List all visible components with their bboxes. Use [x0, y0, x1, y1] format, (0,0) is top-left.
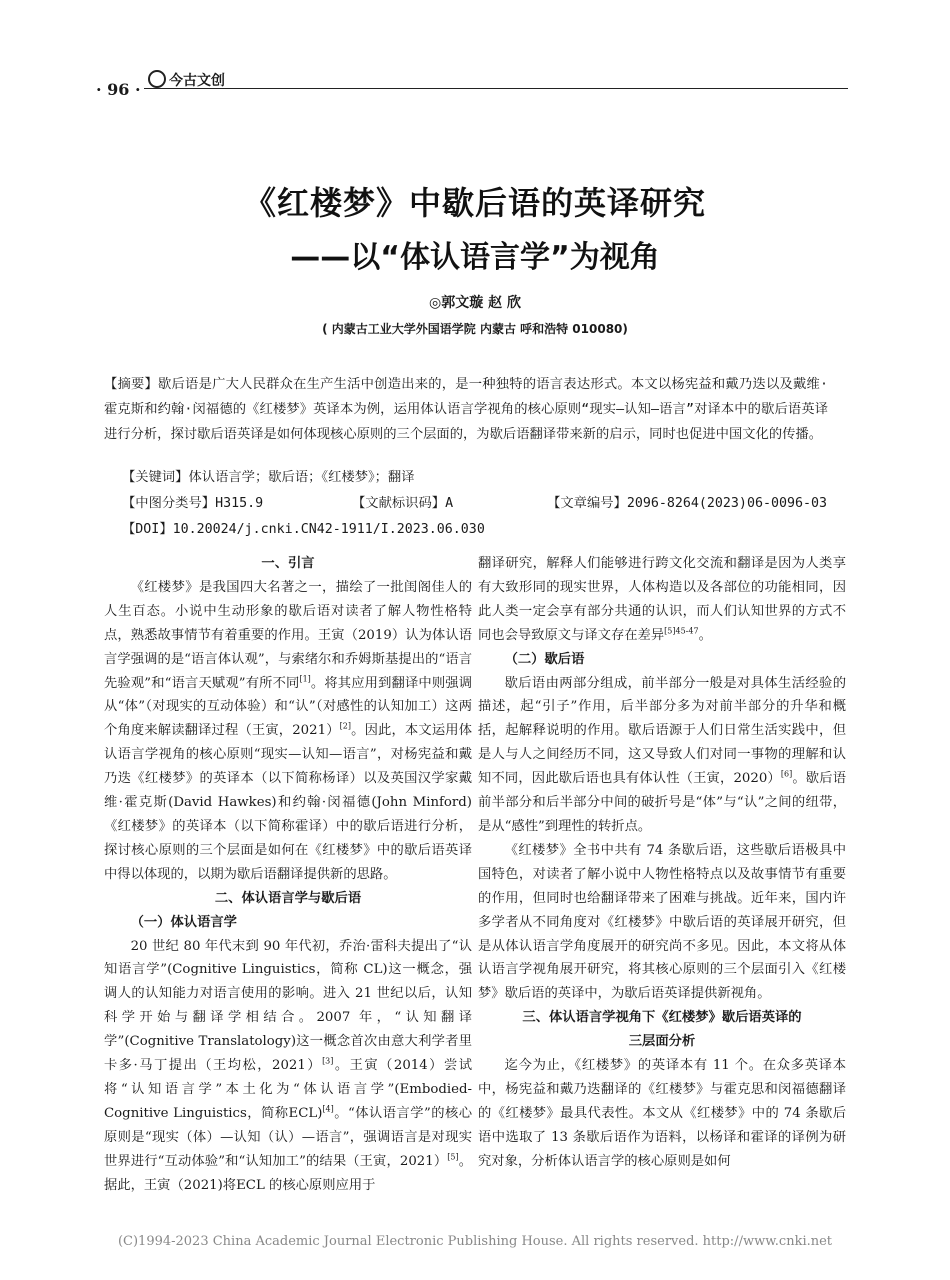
keywords: 【关键词】体认语言学；歇后语；《红楼梦》；翻译 [122, 470, 415, 485]
page-header [88, 73, 848, 100]
citation: [5]45-47 [664, 626, 699, 636]
right-column [478, 552, 846, 1174]
citation: [2] [339, 721, 351, 731]
journal-logo-icon [148, 70, 166, 88]
citation: [3] [322, 1056, 334, 1066]
section-heading-analysis: 三、体认语言学视角下《红楼梦》歇后语英译的 [522, 1010, 802, 1026]
citation: [1] [299, 674, 311, 684]
abstract: 【摘要】歇后语是广大人民群众在生产生活中创造出来的，是一种独特的语言表达形式。本文以杨宪益和戴乃迭以及戴维·霍克斯和约翰·闵福德的《红楼梦》英译本为例，运用体认语言学视角的核心原则“现实—认知—语言”对译本中的歇后语英译进行分析，探讨歇后语英译是如何体现核心原则的三个层面的，为歇后语翻译带来新的启示，同时也促进中国文化的传播。 [104, 377, 828, 442]
subsection-heading: （二）歇后语 [504, 651, 585, 667]
journal-name [148, 70, 225, 90]
citation: [4] [322, 1104, 334, 1114]
clc-number: 【中图分类号】H315.9 [122, 496, 264, 511]
paragraph: 迄今为止，《红楼梦》的英译本有 11 个。在众多英译本中，杨宪益和戴乃迭翻译的《红楼梦》与霍克思和闵福德翻译的《红楼梦》最具代表性。本文从《红楼梦》中的 74 条歇后语中选取了 13 条歇后语作为语料，以杨译和霍译的译例为研究对象，分析体认语言学的核心原则是如何 [478, 1058, 846, 1169]
section-heading-intro: 一、引言 [261, 556, 315, 571]
document-code: 【文献标识码】A [352, 496, 454, 511]
section-heading-analysis-cont: 三层面分析 [628, 1034, 696, 1050]
paragraph: 歇后语由两部分组成，前半部分一般是对具体生活经验的描述，起“引子”作用，后半部分多为对前半部分的升华和概括，起解释说明的作用。歇后语源于人们日常生活实践中，但是人与人之间经历不同，这又导致人们对同一事物的理解和认知不同，因此歇后语也具有体认性（王寅，2020）[6]。歇后语前半部分和后半部分中间的破折号是“体”与“认”之间的纽带，是从“感性”到理性的转折点。 [478, 675, 846, 834]
paragraph: 20 世纪 80 年代末到 90 年代初，乔治·雷科夫提出了“认知语言学”(Cognitive Linguistics，简称 CL)这一概念，强调人的认知能力对语言使用的影响。进入 21 世纪以后，认知科学开始与翻译学相结合。2007 年，“认知翻译学”(Cognitive Translatology)这一概念首次由意大利学者里卡多·马丁提出（王均松，2021）[3]。王寅（2014）尝试将“认知语言学”本土化为“体认语言学”(Embodied-Cognitive Linguistics，简称ECL)[4]。“体认语言学”的核心原则是“现实（体）—认知（认）—语言”，强调语言是对现实世界进行“互动体验”和“认知加工”的结果（王寅，2021）[5]。据此，王寅（2021)将ECL 的核心原则应用于 [104, 938, 473, 1193]
paragraph: 翻译研究，解释人们能够进行跨文化交流和翻译是因为人类享有大致形同的现实世界，人体构造以及各部位的功能相同，因此人类一定会享有部分共通的认识，而人们认知世界的方式不同也会导致原文与译文存在差异$^{[5]45-47}$。 [478, 556, 846, 643]
article-title: 《红楼梦》中歇后语的英译研究 [243, 184, 706, 222]
affiliation: ( 内蒙古工业大学外国语学院 内蒙古 呼和浩特 010080) [322, 322, 628, 336]
left-column [104, 552, 472, 1197]
citation: [5] [447, 1152, 459, 1162]
paragraph: 《红楼梦》是我国四大名著之一，描绘了一批闺阁佳人的人生百态。小说中生动形象的歇后语对读者了解人物性格特点，熟悉故事情节有着重要的作用。王寅（2019）认为体认语言学强调的是“语言体认观”，与索绪尔和乔姆斯基提出的“语言先验观”和“语言天赋观”有所不同[1]。将其应用到翻译中则强调从“体”（对现实的互动体验）和“认”（对感性的认知加工）这两个角度来解读翻译过程（王寅，2021）[2]。因此，本文运用体认语言学视角的核心原则“现实—认知—语言”，对杨宪益和戴乃迭《红楼梦》的英译本（以下简称杨译）以及英国汉学家戴维·霍克斯(David Hawkes)和约翰·闵福德(John Minford)《红楼梦》的英译本（以下简称霍译）中的歇后语进行分析，探讨核心原则的三个层面是如何在《红楼梦》中的歇后语英译中得以体现的，以期为歇后语翻译提供新的思路。 [104, 579, 472, 882]
copyright-footer: (C)1994-2023 China Academic Journal Electronic Publishing House. All rights reserved. http://www.cnki.net [117, 1234, 833, 1249]
header-rule [144, 88, 848, 89]
article-number: 【文章编号】2096-8264(2023)06-0096-03 [547, 496, 827, 511]
citation: [6] [780, 769, 793, 779]
authors: ◎郭文璇 赵 欣 [429, 295, 521, 311]
section-heading-ecl: 二、体认语言学与歇后语 [214, 890, 362, 906]
article-subtitle: ——以“体认语言学”为视角 [290, 240, 660, 275]
page-number: · 96 · [96, 80, 141, 99]
paragraph: 《红楼梦》全书中共有 74 条歇后语，这些歇后语极具中国特色，对读者了解小说中人物性格特点以及故事情节有重要的作用，但同时也给翻译带来了困难与挑战。近年来，国内许多学者从不同角度对《红楼梦》中歇后语的英译展开研究，但是从体认语言学角度展开的研究尚不多见。因此，本文将从体认语言学视角展开研究，将其核心原则的三个层面引入《红楼梦》歇后语的英译中，为歇后语英译提供新视角。 [478, 842, 846, 1002]
journal-name-text: 今古文创 [169, 73, 225, 89]
subsection-heading: （一）体认语言学 [130, 914, 237, 930]
doi: 【DOI】10.20024/j.cnki.CN42-1911/I.2023.06.030 [122, 522, 485, 537]
